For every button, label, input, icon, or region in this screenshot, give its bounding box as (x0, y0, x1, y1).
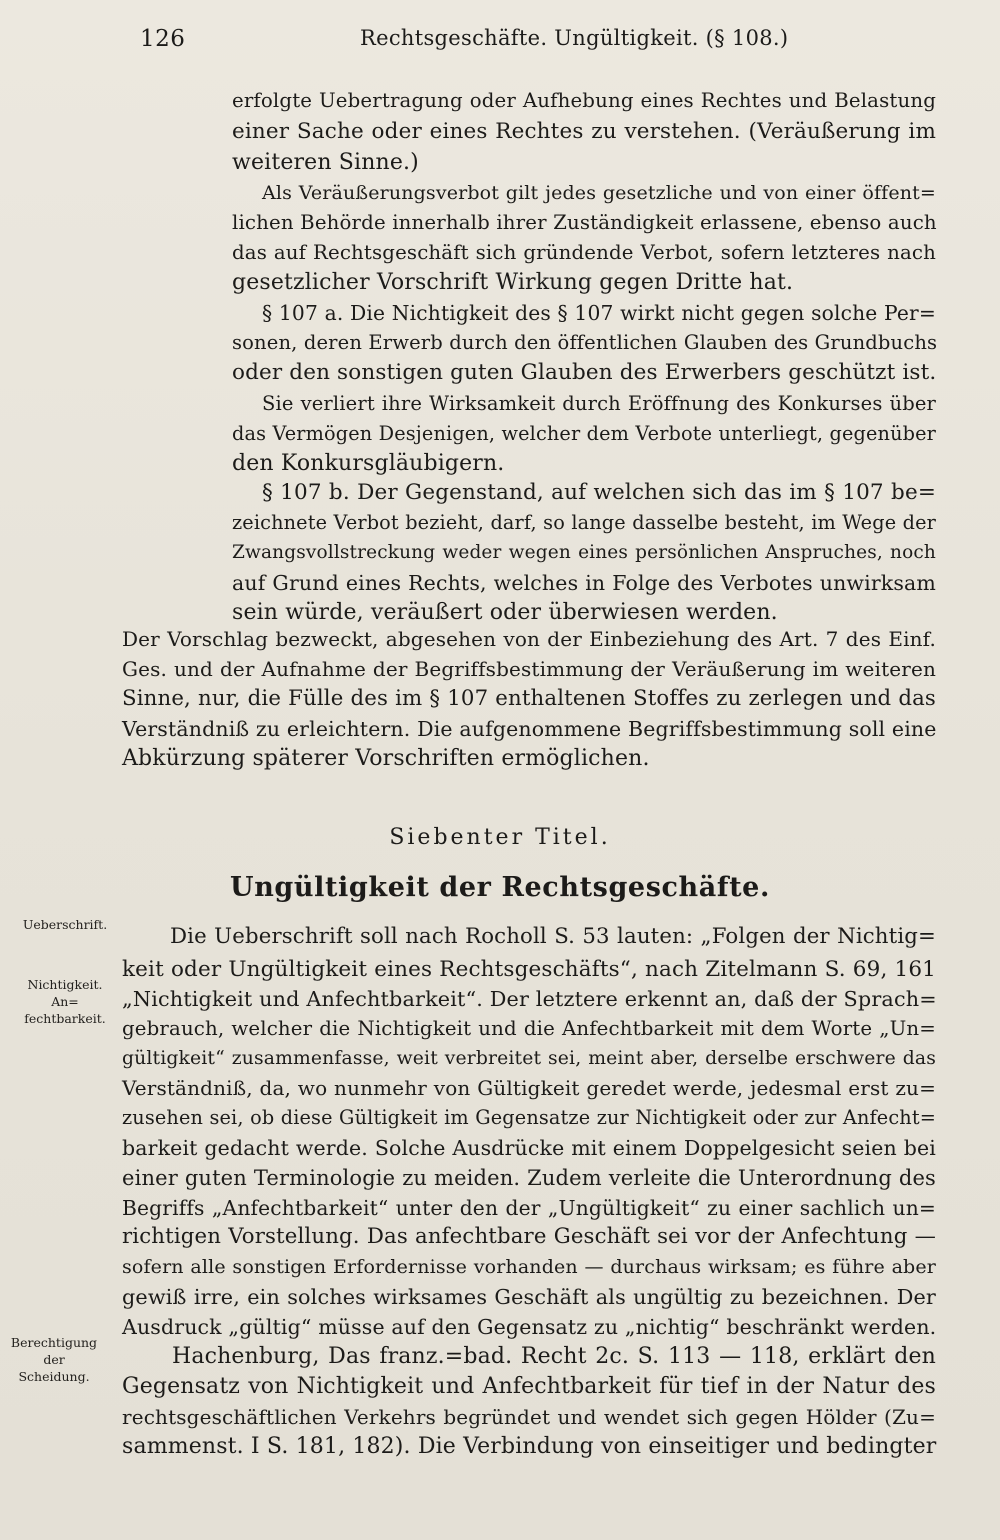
body-line: gewiß irre, ein solches wirksames Geschäft als ungültig zu bezeichnen. Der (122, 1285, 936, 1309)
margin-note-ueberschrift: Ueberschrift. (22, 917, 108, 932)
quote-line: auf Grund eines Rechts, welches in Folge des Verbotes unwirksam (232, 571, 936, 595)
body-line: sofern alle sonstigen Erfordernisse vorhanden — durchaus wirksam; es führe aber (122, 1256, 936, 1278)
quote-line: das auf Rechtsgeschäft sich gründende Verbot, sofern letzteres nach (232, 241, 936, 264)
page-header (0, 26, 1000, 62)
body-line: Verständniß, da, wo nunmehr von Gültigkeit geredet werde, jedesmal erst zu= (122, 1076, 936, 1100)
quote-line: einer Sache oder eines Rechtes zu verstehen. (Veräußerung im (232, 119, 936, 144)
body-line: einer guten Terminologie zu meiden. Zudem verleite die Unterordnung des (122, 1166, 936, 1190)
margin-note-berechtigung: Berechtigung der Scheidung. (10, 1335, 98, 1384)
section-title: Ungültigkeit der Rechtsgeschäfte. (230, 872, 770, 903)
body-line: Gegensatz von Nichtigkeit und Anfechtbarkeit für tief in der Natur des (122, 1374, 936, 1399)
body-line: barkeit gedacht werde. Solche Ausdrücke mit einem Doppelgesicht seien bei (122, 1136, 936, 1160)
body-line: Hachenburg, Das franz.=bad. Recht 2c. S. 113 — 118, erklärt den (172, 1344, 936, 1369)
quote-line: oder den sonstigen guten Glauben des Erwerbers geschützt ist. (232, 360, 937, 385)
body-line: Begriffs „Anfechtbarkeit“ unter den der „Ungültigkeit“ zu einer sachlich un= (122, 1196, 936, 1220)
body-line: Ges. und der Aufnahme der Begriffsbestimmung der Veräußerung im weiteren (122, 657, 936, 681)
body-line: sammenst. I S. 181, 182). Die Verbindung von einseitiger und bedingter (122, 1434, 937, 1459)
quote-line: sonen, deren Erwerb durch den öffentlichen Glauben des Grundbuchs (232, 331, 938, 354)
body-line: rechtsgeschäftlichen Verkehrs begründet und wendet sich gegen Hölder (Zu= (122, 1405, 936, 1429)
quote-line: lichen Behörde innerhalb ihrer Zuständigkeit erlassene, ebenso auch (232, 211, 937, 234)
body-line: Ausdruck „gültig“ müsse auf den Gegensatz zu „nichtig“ beschränkt werden. (122, 1315, 937, 1339)
quote-line: § 107 b. Der Gegenstand, auf welchen sich das im § 107 be= (262, 480, 936, 505)
running-head: Rechtsgeschäfte. Ungültigkeit. (§ 108.) (360, 26, 789, 50)
quote-line: Zwangsvollstreckung weder wegen eines persönlichen Anspruches, noch (232, 542, 936, 563)
quote-line: weiteren Sinne.) (232, 150, 419, 175)
section-subtitle: Siebenter Titel. (389, 825, 611, 850)
quote-line: gesetzlicher Vorschrift Wirkung gegen Dritte hat. (232, 270, 794, 295)
quote-line: das Vermögen Desjenigen, welcher dem Verbote unterliegt, gegenüber (232, 422, 936, 445)
body-line: keit oder Ungültigkeit eines Rechtsgeschäfts“, nach Zitelmann S. 69, 161 (122, 957, 936, 982)
page-number: 126 (140, 26, 186, 52)
quote-line: erfolgte Uebertragung oder Aufhebung eines Rechtes und Belastung (232, 89, 936, 112)
body-line: Die Ueberschrift soll nach Rocholl S. 53 lauten: „Folgen der Nichtig= (170, 924, 936, 949)
body-line: richtigen Vorstellung. Das anfechtbare Geschäft sei vor der Anfechtung — (122, 1224, 936, 1249)
body-line: Der Vorschlag bezweckt, abgesehen von der Einbeziehung des Art. 7 des Einf. (122, 627, 936, 651)
quote-line: zeichnete Verbot bezieht, darf, so lange dasselbe besteht, im Wege der (232, 511, 936, 534)
body-line: gültigkeit“ zusammenfasse, weit verbreitet sei, meint aber, derselbe erschwere das (122, 1048, 936, 1069)
quote-line: Sie verliert ihre Wirksamkeit durch Eröffnung des Konkurses über (262, 392, 936, 415)
quote-line: Als Veräußerungsverbot gilt jedes gesetzliche und von einer öffent= (262, 182, 936, 204)
body-line: gebrauch, welcher die Nichtigkeit und die Anfechtbarkeit mit dem Worte „Un= (122, 1017, 936, 1040)
body-line: „Nichtigkeit und Anfechtbarkeit“. Der letztere erkennt an, daß der Sprach= (122, 987, 937, 1011)
body-line: Abkürzung späterer Vorschriften ermöglichen. (122, 746, 650, 771)
body-line: Verständniß zu erleichtern. Die aufgenommene Begriffsbestimmung soll eine (122, 717, 937, 741)
body-line: Sinne, nur, die Fülle des im § 107 enthaltenen Stoffes zu zerlegen und das (122, 686, 936, 711)
quote-line: den Konkursgläubigern. (232, 451, 505, 476)
body-line: zusehen sei, ob diese Gültigkeit im Gegensatze zur Nichtigkeit oder zur Anfecht= (122, 1106, 936, 1129)
quote-line: sein würde, veräußert oder überwiesen werden. (232, 600, 778, 625)
margin-note-nichtigkeit: Nichtigkeit. An= fechtbarkeit. (24, 977, 106, 1026)
quote-line: § 107 a. Die Nichtigkeit des § 107 wirkt nicht gegen solche Per= (262, 301, 936, 325)
